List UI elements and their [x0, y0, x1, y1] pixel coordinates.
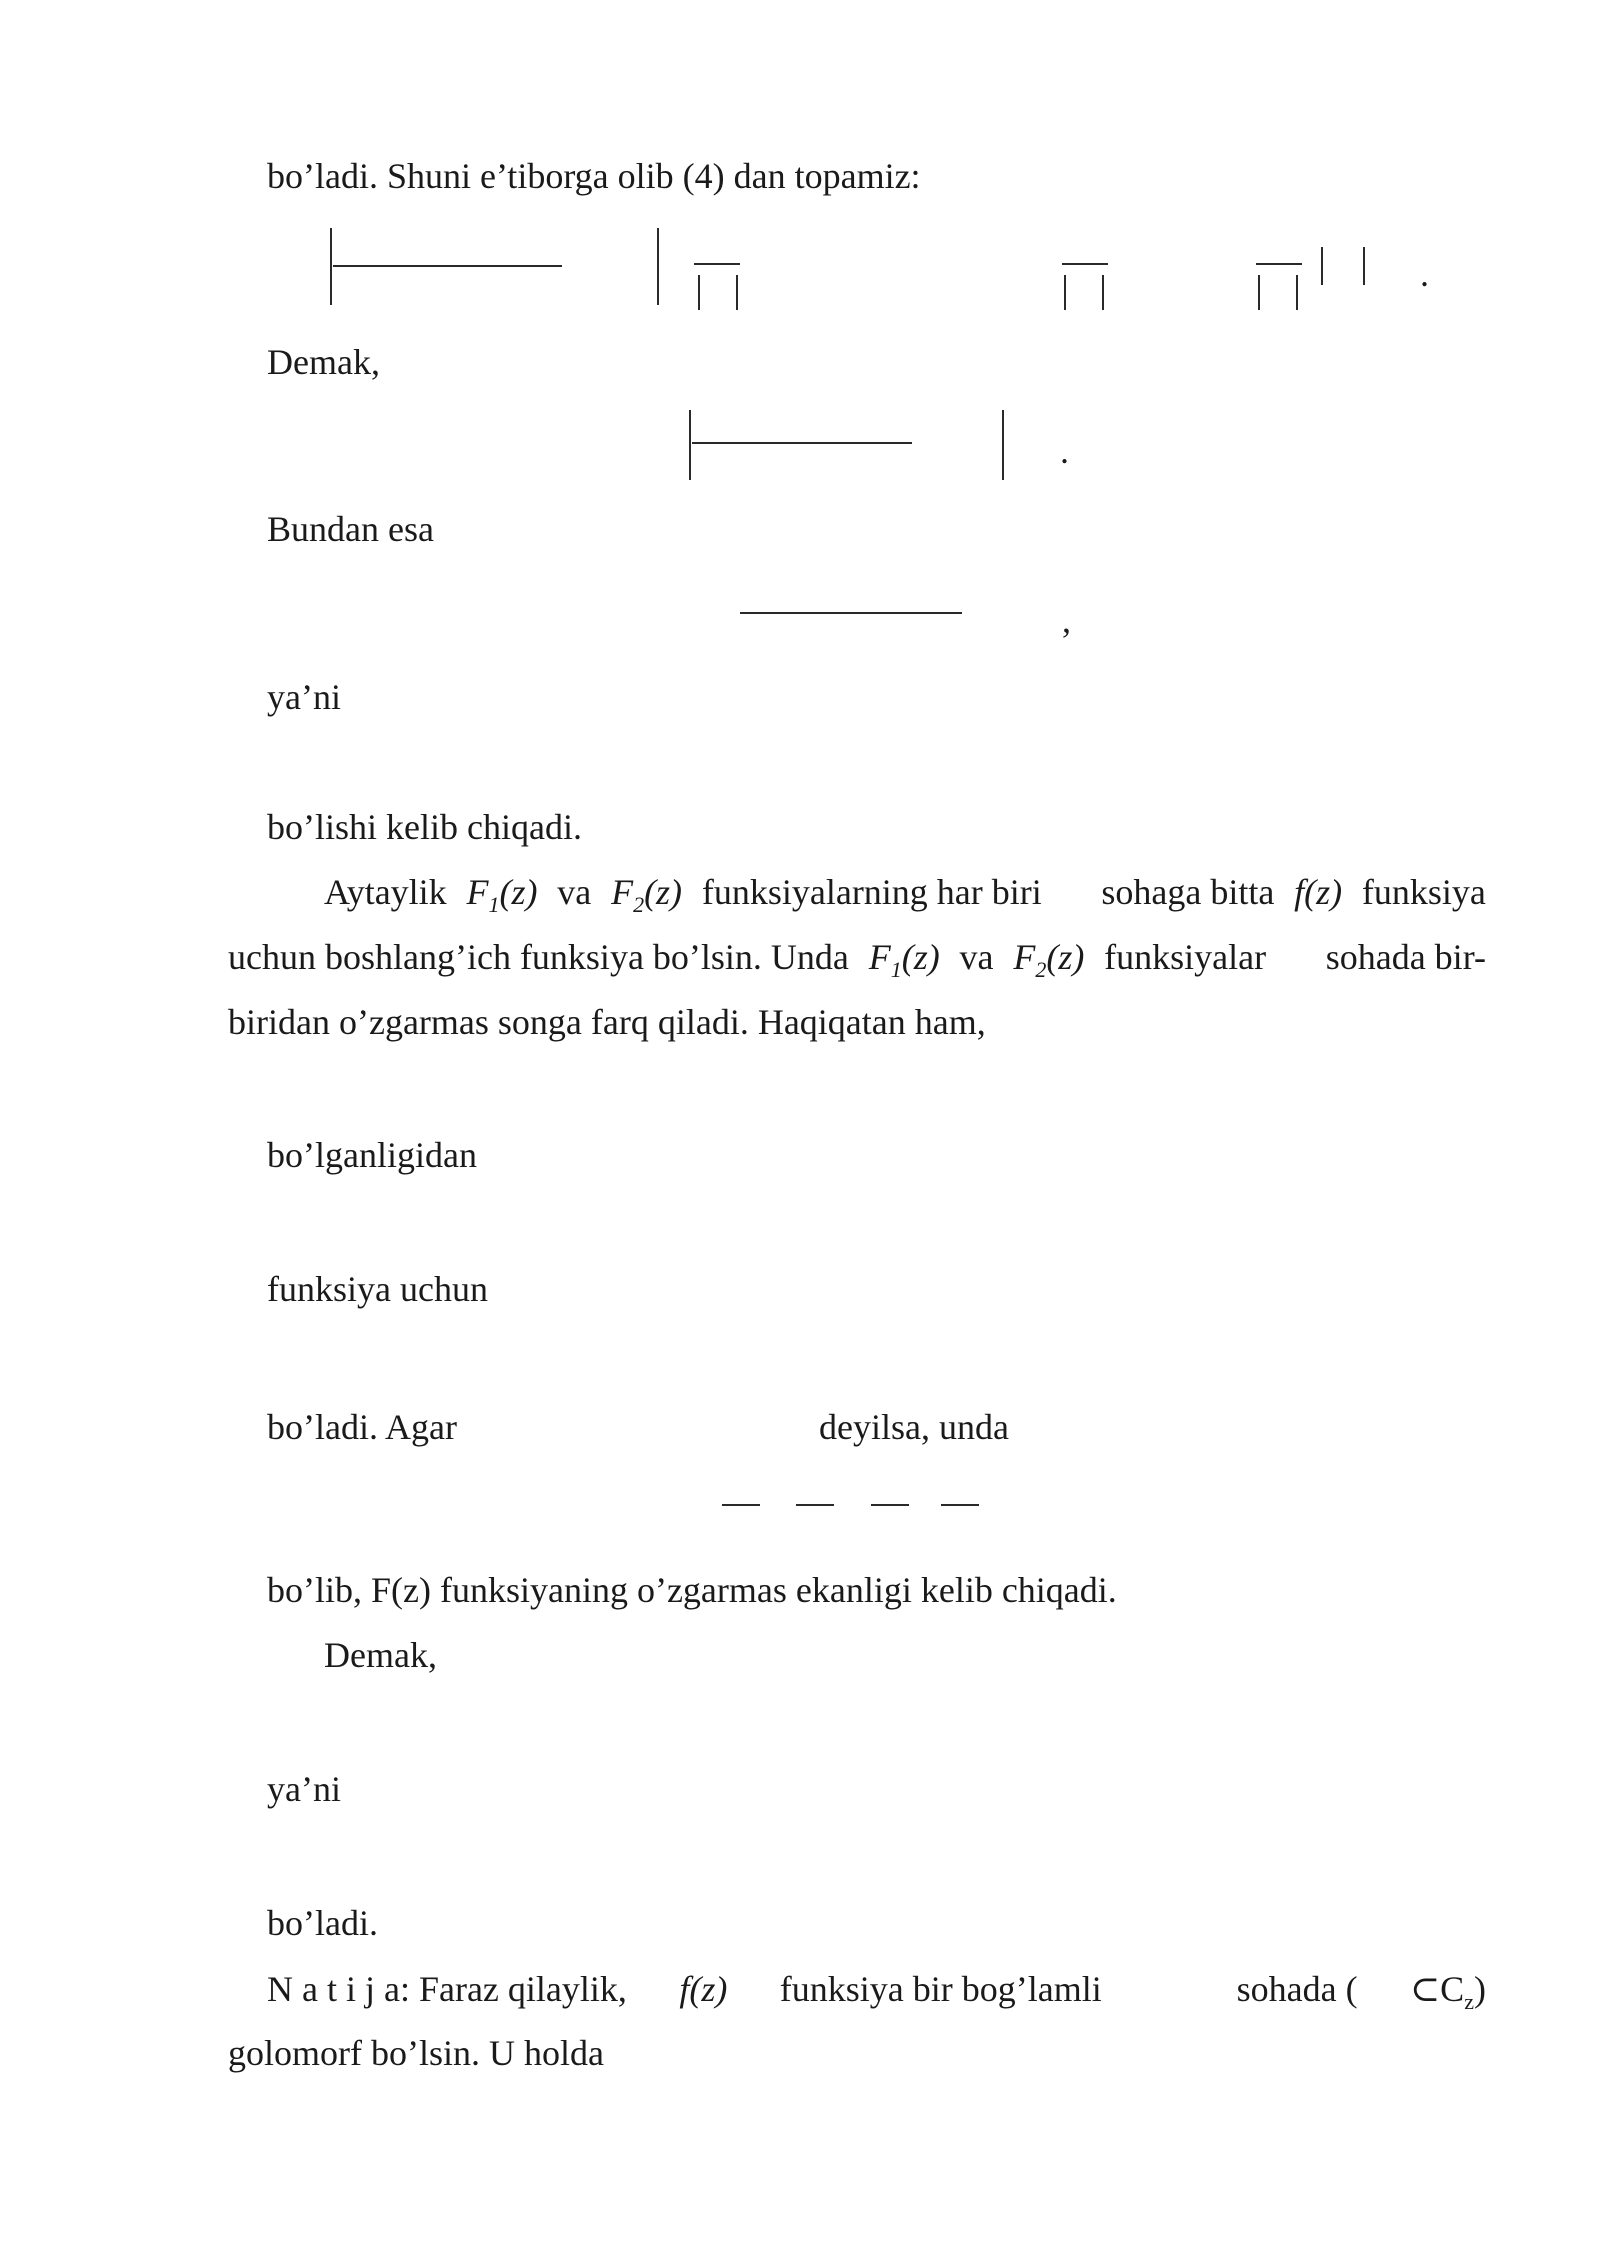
text-line-bolganligidan: bo’lganligidan [267, 1135, 477, 1175]
formula-end-period: . [1420, 254, 1429, 294]
text-funksiyalar: funksiyalar [1104, 937, 1267, 977]
paragraph-1-line-1 [324, 870, 1486, 927]
math-F2z-2: $F_2(z)$ [1013, 937, 1085, 983]
text-va-2: va [959, 937, 994, 977]
math-fz-natija: f(z) [679, 1969, 728, 2009]
paragraph-1-line-2 [228, 935, 1486, 992]
formula-3-comma: , [1062, 600, 1071, 640]
text-uchun-boshlangich: uchun boshlang’ich funksiya bo’lsin. Unda [228, 937, 849, 977]
text-line-yani-2: ya’ni [267, 1769, 341, 1809]
formula-2-period: . [1060, 431, 1069, 471]
text-funksiyalarning: funksiyalarning har biri [701, 872, 1042, 912]
text-sohada-paren: sohada ( [1236, 1969, 1358, 2009]
text-sohada-bir: sohada bir- [1325, 937, 1486, 977]
text-line-1: bo’ladi. Shuni e’tiborga olib (4) dan topamiz: [267, 156, 921, 196]
text-sohaga: sohaga bitta [1101, 872, 1275, 912]
text-line-bolishi: bo’lishi kelib chiqadi. [267, 807, 582, 847]
math-F1z-2: $F_1(z)$ [868, 937, 940, 983]
paragraph-1-line-3: biridan o’zgarmas songa farq qiladi. Haqiqatan ham, [228, 1002, 986, 1042]
text-line-bo-ladi-agar: bo’ladi. Agar [267, 1407, 457, 1447]
natija-line-1 [267, 1967, 1486, 2024]
math-fz: f(z) [1294, 872, 1343, 912]
text-aytaylik: Aytaylik [324, 872, 447, 912]
text-natija: N a t i j a: Faraz qilaylik, [267, 1969, 627, 2009]
text-line-yani-1: ya’ni [267, 677, 341, 717]
math-subset-cz: $\subset C_z$) [1410, 1969, 1486, 2015]
text-line-bolib: bo’lib, F(z) funksiyaning o’zgarmas ekanligi kelib chiqadi. [267, 1570, 1117, 1610]
text-funksiya-bir-boglamli: funksiya bir bog’lamli [779, 1969, 1102, 2009]
text-line-deyilsa-unda: deyilsa, unda [819, 1407, 1009, 1447]
text-line-funksiya-uchun: funksiya uchun [267, 1269, 488, 1309]
text-line-boladi: bo’ladi. [267, 1903, 378, 1943]
text-funksiya: funksiya [1361, 872, 1486, 912]
math-F2z: $F_2(z)$ [611, 872, 683, 918]
text-va: va [557, 872, 592, 912]
math-F1z: $F_1(z)$ [466, 872, 538, 918]
text-line-demak-2: Demak, [324, 1635, 437, 1675]
natija-line-2: golomorf bo’lsin. U holda [228, 2033, 604, 2073]
text-line-bundan-esa: Bundan esa [267, 509, 434, 549]
text-line-demak-1: Demak, [267, 342, 380, 382]
